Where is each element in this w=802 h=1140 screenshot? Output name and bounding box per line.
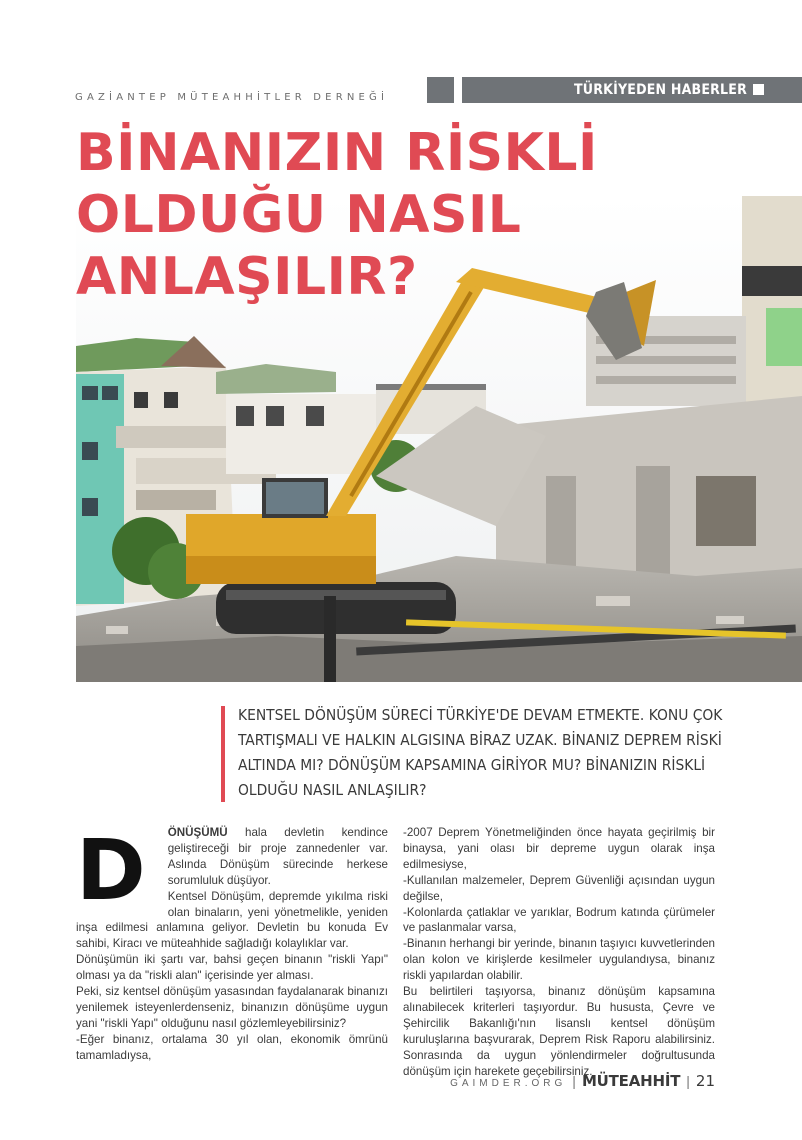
footer-separator: |: [572, 1073, 576, 1089]
headline-line-3: ANLAŞILIR?: [76, 247, 418, 307]
headline: [76, 122, 636, 308]
footer-url: GAIMDER.ORG: [450, 1078, 567, 1089]
header-bar-small: [427, 77, 454, 103]
drop-cap: D: [76, 821, 146, 919]
article-paragraph: -Eğer binanız, ortalama 30 yıl olan, ekonomik ömrünü tamamladıysa,: [76, 1032, 388, 1062]
headline-line-1: BİNANIZIN RİSKLİ: [76, 123, 598, 183]
article-paragraph: -Kullanılan malzemeler, Deprem Güvenliği açısından uygun değilse,: [403, 873, 715, 903]
article-paragraph: [76, 821, 388, 919]
headline-line-2: OLDUĞU NASIL: [76, 185, 522, 245]
article-paragraph: Dönüşümün iki şartı var, bahsi geçen binanın "riskli Yapı" olması ya da "riskli alan" içerisinde yer alması.: [76, 953, 388, 983]
article-column-right: [403, 825, 715, 1080]
section-label-text: TÜRKİYEDEN HABERLER: [573, 82, 747, 98]
footer-separator: |: [686, 1073, 690, 1089]
square-icon: [753, 84, 764, 95]
lead-accent-rule: [221, 706, 225, 802]
header-org-name: GAZİANTEP MÜTEAHHİTLER DERNEĞİ: [75, 92, 389, 103]
article-paragraph: -Kolonlarda çatlaklar ve yarıklar, Bodrum katında çürümeler ve paslanmalar varsa,: [403, 905, 715, 935]
page-footer: [450, 1072, 715, 1090]
lead-paragraph: KENTSEL DÖNÜŞÜM SÜRECİ TÜRKİYE'DE DEVAM ETMEKTE. KONU ÇOK TARTIŞMALI VE HALKIN ALGISINA BİRAZ UZAK. BİNANIZ DEPREM RİSKİ ALTINDA MI? DÖNÜŞÜM KAPSAMINA GİRİYOR MU? BİNANIZIN RİSKLİ OLDUĞU NASIL ANLAŞILIR?: [238, 706, 723, 799]
page-number: 21: [695, 1072, 715, 1090]
article-paragraph: -2007 Deprem Yönetmeliğinden önce hayata geçirilmiş bir binaysa, yani olası bir depreme uygun olarak inşa edilmesiyse,: [403, 826, 715, 871]
article-paragraph: Bu belirtileri taşıyorsa, binanız dönüşüm kapsamına alınabilecek kriterleri taşıyordur. Bu hususta, Çevre ve Şehircilik Bakanlığı'nın lisanslı kentsel dönüşüm kuruluşlarına başvurarak, Deprem Risk Raporu alabilirsiniz. Sonrasında da uygun yönlendirmeler doğrultusunda dönüşüm için harekete geçebilirsiniz.: [403, 985, 715, 1078]
article-paragraph: -Binanın herhangi bir yerinde, binanın taşıyıcı kuvvetlerinden olan kolon ve kirişlerde kesilmeler uygulandıysa, binanız riskli yapılardan olabilir.: [403, 937, 715, 983]
article-column-left: [76, 821, 388, 1064]
lead-word: ÖNÜŞÜMÜ: [167, 826, 228, 839]
article-paragraph: Peki, siz kentsel dönüşüm yasasından faydalanarak binanızı yenilemek isteyenlerdenseniz, binanızın dönüşüme uygun yani "riskli Yapı" olduğunu nasıl gözlemleyebilirsiniz?: [76, 985, 388, 1030]
article-paragraph: Kentsel Dönüşüm, depremde yıkılma riski olan binaların, yeni yönetmelikle, yeniden inşa edilmesi anlamına geliyor. Devletin bu konuda Ev sahibi, Kiracı ve müteahhide sağladığı kolaylıklar var.: [76, 889, 388, 951]
section-label: [574, 77, 764, 103]
paragraph-text: hala devletin kendince geliştireceği bir proje zannedenler var. Aslında Dönüşüm sürecinde herkese sorumluluk düşüyor.: [167, 826, 388, 887]
footer-brand: MÜTEAHHİT: [581, 1072, 681, 1090]
